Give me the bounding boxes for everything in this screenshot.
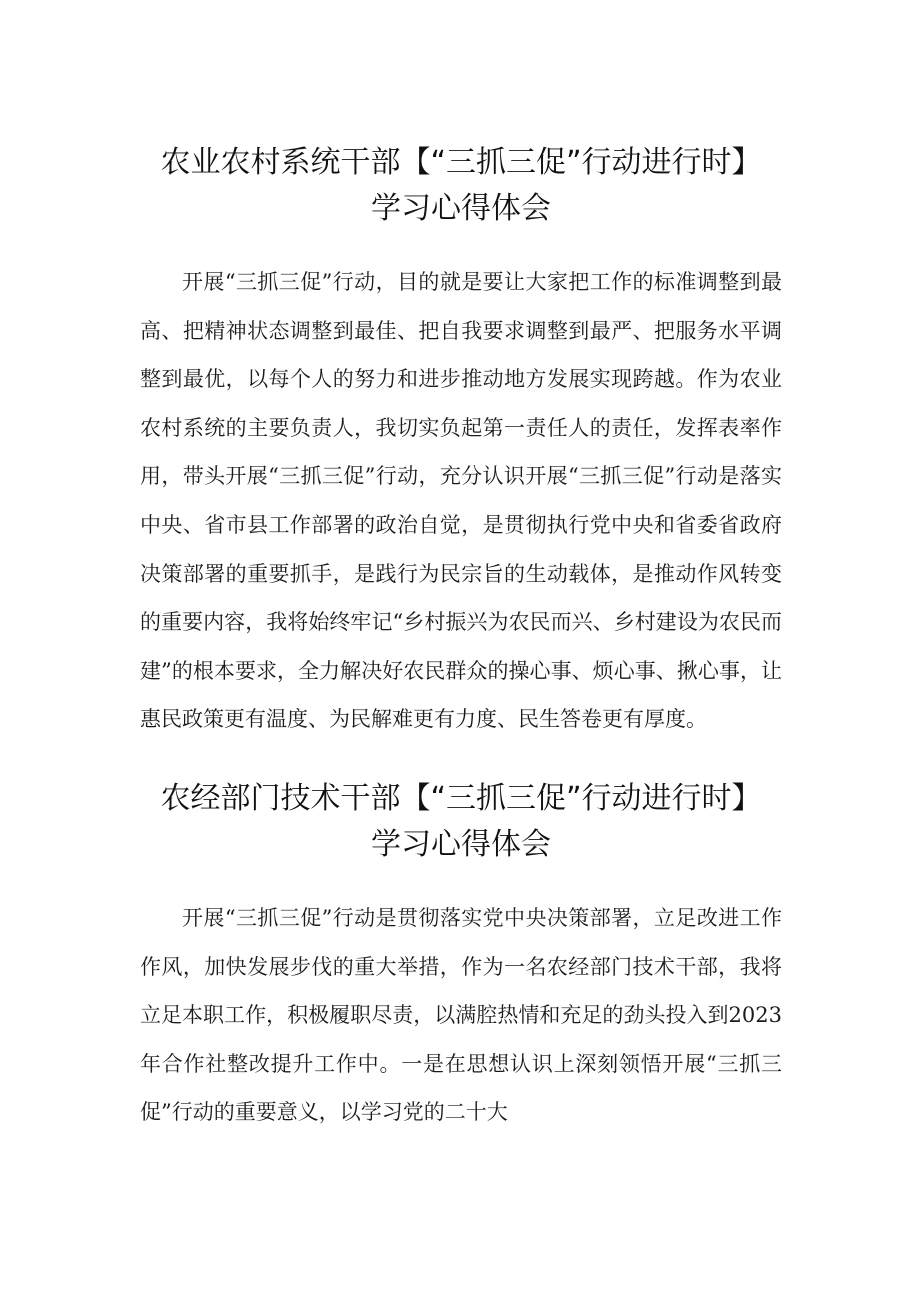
article-section-2 [140,776,782,1137]
document-content [140,140,782,1137]
article-section-1 [140,140,782,744]
section-1-title-line-1: 农业农村系统干部【“三抓三促”行动进行时】 [160,145,762,180]
section-1-body: 开展“三抓三促”行动，目的就是要让大家把工作的标准调整到最高、把精神状态调整到最佳、把自我要求调整到最严、把服务水平调整到最优，以每个人的努力和进步推动地方发展实现跨越。作为农业农村系统的主要负责人，我切实负起第一责任人的责任，发挥表率作用，带头开展“三抓三促”行动，充分认识开展“三抓三促”行动是落实中央、省市县工作部署的政治自觉，是贯彻执行党中央和省委省政府决策部署的重要抓手，是践行为民宗旨的生动载体，是推动作风转变的重要内容，我将始终牢记“乡村振兴为农民而兴、乡村建设为农民而建”的根本要求，全力解决好农民群众的操心事、烦心事、揪心事，让惠民政策更有温度、为民解难更有力度、民生答卷更有厚度。 [140,270,782,732]
section-1-title [140,140,782,232]
section-2-title-line-2: 学习心得体会 [371,826,551,862]
section-2-title-line-1: 农经部门技术干部【“三抓三促”行动进行时】 [160,780,762,816]
section-1-title-line-2: 学习心得体会 [371,191,551,226]
section-2-body: 开展“三抓三促”行动是贯彻落实党中央决策部署，立足改进工作作风，加快发展步伐的重大举措，作为一名农经部门技术干部，我将立足本职工作，积极履职尽责，以满腔热情和充足的劲头投入到2023年合作社整改提升工作中。一是在思想认识上深刻领悟开展“三抓三促”行动的重要意义，以学习党的二十大 [140,905,782,1125]
section-2-title [140,776,782,868]
